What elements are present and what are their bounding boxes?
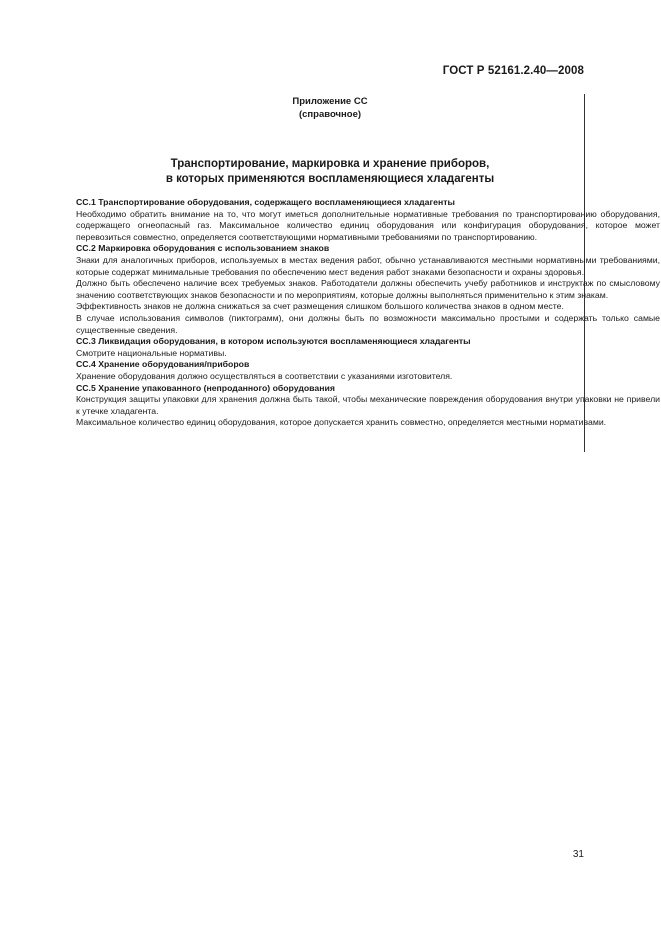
- paragraph: Хранение оборудования должно осуществляться в соответствии с указаниями изготовителя.: [76, 370, 453, 381]
- document-code: ГОСТ Р 52161.2.40—2008: [442, 65, 584, 77]
- page-number: 31: [572, 849, 584, 860]
- paragraph: Смотрите национальные нормативы.: [76, 347, 227, 358]
- heading-cc2: СС.2 Маркировка оборудования с использованием знаков: [76, 243, 330, 254]
- title-line-1: Транспортирование, маркировка и хранение приборов,: [170, 158, 490, 170]
- body-text: [76, 197, 660, 429]
- heading-cc3: СС.3 Ликвидация оборудования, в котором используются воспламеняющиеся хладагенты: [76, 336, 471, 347]
- annex-heading: [76, 95, 584, 121]
- annex-label: Приложение СС: [292, 96, 368, 107]
- heading-cc4: СС.4 Хранение оборудования/приборов: [76, 359, 250, 370]
- paragraph: Максимальное количество единиц оборудования, которое допускается хранить совместно, определяется местными нормативами.: [76, 417, 607, 428]
- annex-type: (справочное): [298, 109, 362, 120]
- heading-cc1: СС.1 Транспортирование оборудования, содержащего воспламеняющиеся хладагенты: [76, 197, 455, 207]
- paragraph: В случае использования символов (пиктограмм), они должны быть по возможности максимально простыми и содержать только самые существенные сведения.: [76, 312, 660, 335]
- heading-cc5: СС.5 Хранение упакованного (непроданного) оборудования: [76, 382, 335, 393]
- section-title: [76, 157, 584, 186]
- paragraph: Должно быть обеспечено наличие всех требуемых знаков. Работодатели должны обеспечить учебу работников и инструктаж по смысловому значению соответствующих знаков безопасности и по мероприятиям, которые должны выполняться применительно к этим знакам.: [76, 278, 660, 300]
- paragraph: Эффективность знаков не должна снижаться за счет размещения слишком большого количества знаков в одном месте.: [76, 301, 564, 312]
- title-line-2: в которых применяются воспламеняющиеся хладагенты: [165, 172, 495, 185]
- paragraph: Необходимо обратить внимание на то, что могут иметься дополнительные нормативные требования по транспортированию оборудования, содержащего огнеопасный газ. Максимальное количество единиц оборудования или конфигурация оборудования, которое может перевозиться совместно, определяется соответствующими нормативными требованиями по транспортированию.: [76, 208, 660, 242]
- paragraph: Конструкция защиты упаковки для хранения должна быть такой, чтобы механические повреждения оборудования внутри упаковки не привели к утечке хладагента.: [76, 394, 660, 416]
- paragraph: Знаки для аналогичных приборов, используемых в местах ведения работ, обычно устанавливаются местными нормативными требованиями, которые содержат минимальные требования по обеспечению мест ведения работ знаками безопасности и охраны здоровья.: [76, 254, 660, 277]
